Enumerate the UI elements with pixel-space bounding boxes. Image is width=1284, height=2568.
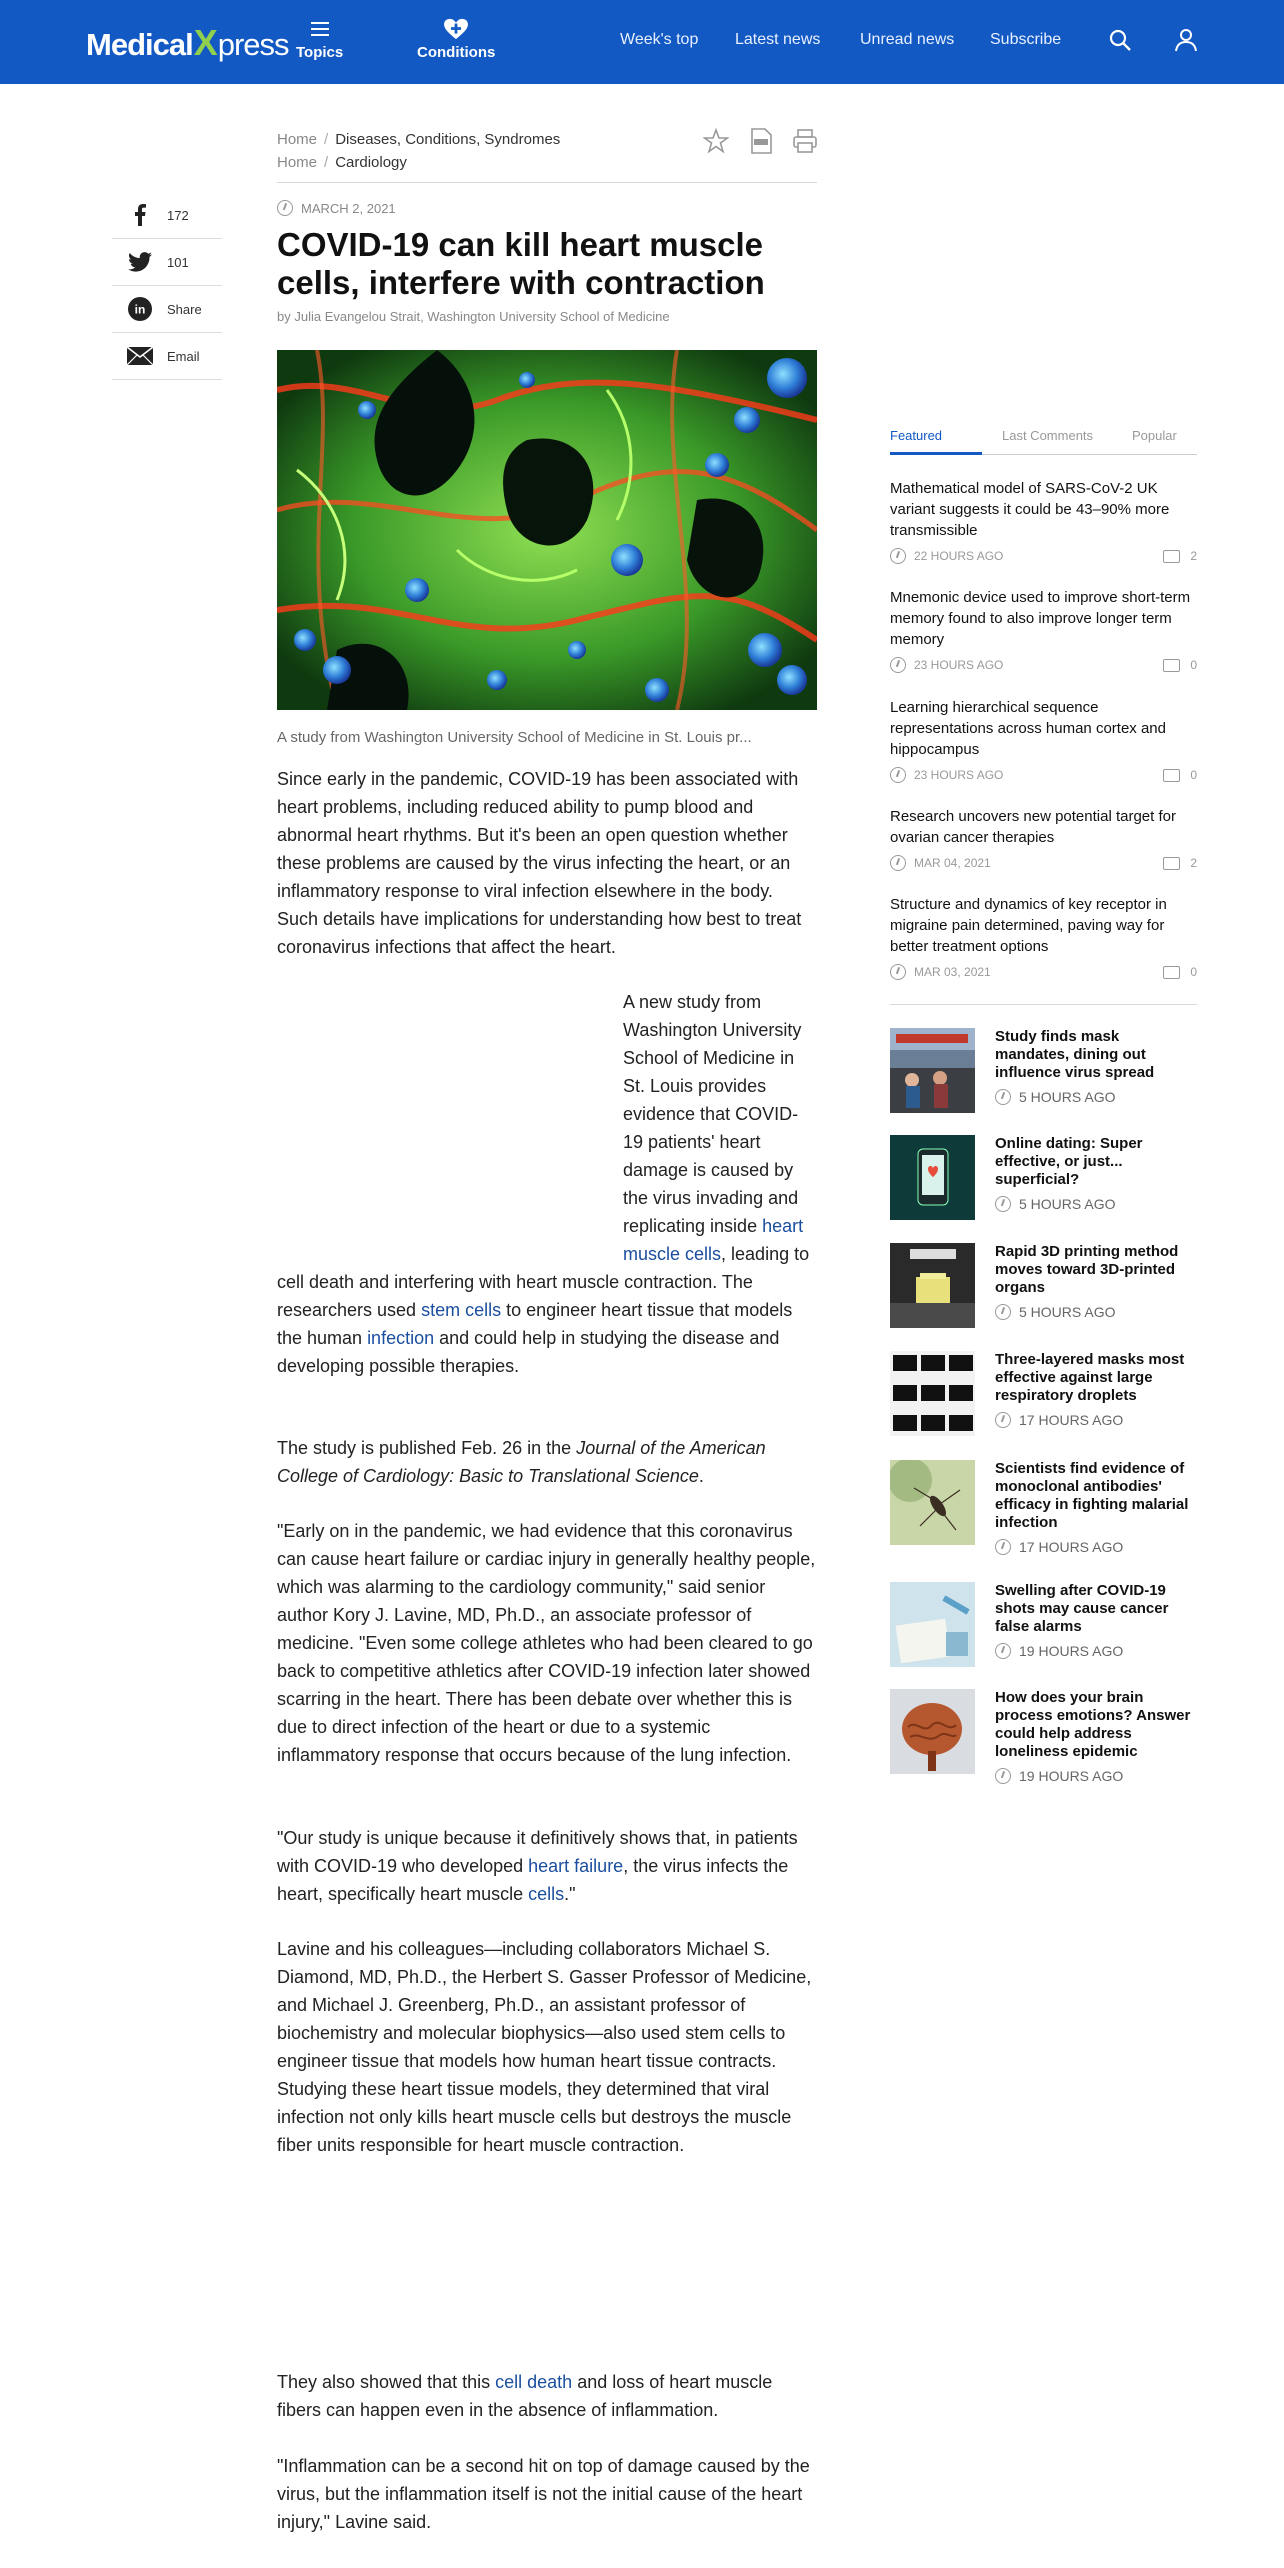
nav-latest-news[interactable]: Latest news: [735, 31, 821, 48]
topics-button[interactable]: [296, 18, 343, 61]
story-item[interactable]: How does your brain process emotions? Answer could help address loneliness epidemic 19 HOURS AGO: [890, 1689, 1197, 1775]
story-title[interactable]: Scientists find evidence of monoclonal antibodies' efficacy in fighting malarial infection: [995, 1460, 1189, 1531]
nav-subscribe[interactable]: Subscribe: [990, 31, 1062, 48]
featured-item[interactable]: Structure and dynamics of key receptor in migraine pain determined, paving way for better treatment options MAR 03, 2021 0: [890, 896, 1197, 979]
comment-icon: [1163, 966, 1180, 979]
story-title[interactable]: Swelling after COVID-19 shots may cause cancer false alarms: [995, 1582, 1169, 1635]
link-stem-cells[interactable]: stem cells: [421, 1300, 502, 1320]
story-title[interactable]: Study finds mask mandates, dining out influence virus spread: [995, 1028, 1155, 1081]
divider: [890, 1004, 1197, 1005]
article-byline: by Julia Evangelou Strait, Washington University School of Medicine: [277, 309, 670, 324]
clock-icon: [995, 1304, 1011, 1320]
featured-title[interactable]: Research uncovers new potential target for ovarian cancer therapies: [890, 808, 1176, 846]
clock-icon: [995, 1768, 1011, 1784]
active-tab-indicator: [890, 452, 982, 455]
heart-plus-icon: [442, 18, 470, 40]
linkedin-share[interactable]: [112, 286, 222, 333]
article-title: COVID-19 can kill heart muscle cells, interfere with contraction: [277, 226, 765, 301]
article-paragraph: They also showed that this cell death and loss of heart muscle fibers can happen even in the absence of inflammation.: [277, 2372, 773, 2420]
linkedin-icon: [128, 297, 152, 321]
story-item[interactable]: Scientists find evidence of monoclonal antibodies' efficacy in fighting malarial infection 17 HOURS AGO: [890, 1460, 1197, 1546]
comment-icon: [1163, 550, 1180, 563]
article-image[interactable]: [277, 350, 817, 710]
comment-icon: [1163, 659, 1180, 672]
sidebar-tabs: [890, 420, 1197, 455]
clock-icon: [995, 1539, 1011, 1555]
linkedin-label: Share: [167, 301, 202, 317]
svg-text:in: in: [134, 302, 145, 317]
featured-title[interactable]: Structure and dynamics of key receptor in migraine pain determined, paving way for better treatment options: [890, 896, 1167, 955]
story-thumbnail[interactable]: [890, 1582, 975, 1667]
heart-cells-microscopy-image: [277, 350, 817, 710]
story-item[interactable]: Rapid 3D printing method moves toward 3D-printed organs 5 HOURS AGO: [890, 1243, 1197, 1329]
featured-title[interactable]: Mnemonic device used to improve short-term memory found to also improve longer term memory: [890, 589, 1191, 648]
clock-icon: [890, 657, 906, 673]
story-thumbnail[interactable]: [890, 1689, 975, 1774]
article-paragraph: A new study from Washington University School of Medicine in St. Louis provides evidence that COVID-19 patients' heart damage is caused by the virus invading and replicating inside heart muscle cells, leading to cell death and interfering with heart muscle contraction. The researchers used stem cells to engineer heart tissue that models the human infection and could help in studying the disease and developing possible therapies.: [277, 988, 817, 1380]
featured-item[interactable]: Research uncovers new potential target for ovarian cancer therapies MAR 04, 2021 2: [890, 808, 1197, 870]
conditions-label: Conditions: [417, 44, 496, 61]
story-title[interactable]: Rapid 3D printing method moves toward 3D-printed organs: [995, 1243, 1179, 1296]
clock-icon: [995, 1643, 1011, 1659]
tab-last-comments[interactable]: Last Comments: [1002, 428, 1094, 443]
share-bar: [112, 192, 222, 380]
featured-item[interactable]: Mathematical model of SARS-CoV-2 UK variant suggests it could be 43–90% more transmissible 22 HOURS AGO 2: [890, 480, 1197, 563]
story-thumbnail[interactable]: [890, 1243, 975, 1328]
article-paragraph: "Inflammation can be a second hit on top of damage caused by the virus, but the inflammation itself is not the initial cause of the heart injury," Lavine said.: [277, 2456, 810, 2532]
clock-icon: [890, 964, 906, 980]
topics-label: Topics: [296, 44, 344, 61]
site-header: [0, 0, 1284, 84]
twitter-icon: [128, 252, 152, 272]
email-icon: [127, 347, 153, 365]
breadcrumb-category[interactable]: Cardiology: [335, 154, 407, 171]
breadcrumb-home[interactable]: Home: [277, 154, 318, 171]
image-caption: A study from Washington University School of Medicine in St. Louis pr...: [277, 729, 752, 746]
breadcrumb: Home / Diseases, Conditions, Syndromes Home / Cardiology: [277, 131, 561, 171]
site-logo[interactable]: MedicalXpress: [86, 22, 289, 63]
tab-featured[interactable]: Featured: [890, 428, 943, 443]
link-cell-death[interactable]: cell death: [495, 2372, 573, 2392]
story-thumbnail[interactable]: [890, 1135, 975, 1220]
breadcrumb-category[interactable]: Diseases, Conditions, Syndromes: [335, 131, 561, 148]
article-paragraph: "Our study is unique because it definitively shows that, in patients with COVID-19 who developed heart failure, the virus infects the heart, specifically heart muscle cells.": [277, 1828, 798, 1904]
featured-title[interactable]: Mathematical model of SARS-CoV-2 UK variant suggests it could be 43–90% more transmissible: [890, 480, 1170, 539]
divider: [277, 182, 817, 183]
bookmark-star-icon[interactable]: [703, 128, 729, 154]
breadcrumb-home[interactable]: Home: [277, 131, 318, 148]
story-title[interactable]: Three-layered masks most effective against large respiratory droplets: [995, 1351, 1185, 1404]
article-paragraph: Lavine and his colleagues—including collaborators Michael S. Diamond, MD, Ph.D., the Herbert S. Gasser Professor of Medicine, and Michael J. Greenberg, Ph.D., an assistant professor of biochemistry and molecular biophysics—also used stem cells to engineer tissue that models how human heart tissue contracts. Studying these heart tissue models, they determined that viral infection not only kills heart muscle cells but destroys the muscle fiber units responsible for heart muscle contraction.: [277, 1939, 812, 2155]
print-icon[interactable]: [792, 128, 818, 154]
story-title[interactable]: How does your brain process emotions? Answer could help address loneliness epidemic: [995, 1689, 1191, 1760]
journal-name: Journal of the American College of Cardiology: Basic to Translational Science: [277, 1438, 766, 1486]
clock-icon: [995, 1196, 1011, 1212]
comment-icon: [1163, 769, 1180, 782]
pdf-icon[interactable]: [750, 128, 772, 154]
nav-unread-news[interactable]: Unread news: [860, 31, 955, 48]
featured-item[interactable]: Learning hierarchical sequence representations across human cortex and hippocampus 23 HOURS AGO 0: [890, 699, 1197, 782]
conditions-button[interactable]: [417, 18, 495, 61]
comment-icon: [1163, 857, 1180, 870]
clock-icon: [277, 200, 293, 216]
story-thumbnail[interactable]: [890, 1028, 975, 1113]
menu-icon: [309, 18, 331, 40]
story-thumbnail[interactable]: [890, 1351, 975, 1436]
link-cells[interactable]: cells: [528, 1884, 565, 1904]
story-item[interactable]: Swelling after COVID-19 shots may cause cancer false alarms 19 HOURS AGO: [890, 1582, 1197, 1668]
story-thumbnail[interactable]: [890, 1460, 975, 1545]
article-paragraph: Since early in the pandemic, COVID-19 has been associated with heart problems, including reduced ability to pump blood and abnormal heart rhythms. But it's been an open question whether these problems are caused by the virus infecting the heart, or an inflammatory response to viral infection elsewhere in the body. Such details have implications for understanding how best to treat coronavirus infections that affect the heart.: [277, 769, 802, 957]
twitter-count: 101: [167, 254, 189, 270]
story-item[interactable]: Online dating: Super effective, or just... superficial? 5 HOURS AGO: [890, 1135, 1197, 1221]
clock-icon: [995, 1412, 1011, 1428]
email-label: Email: [167, 348, 200, 364]
user-icon[interactable]: [1174, 28, 1198, 52]
tab-popular[interactable]: Popular: [1132, 428, 1177, 443]
nav-weeks-top[interactable]: Week's top: [620, 31, 699, 48]
link-heart-muscle-cells[interactable]: heart muscle cells: [623, 1216, 804, 1264]
story-title[interactable]: Online dating: Super effective, or just... superficial?: [995, 1135, 1143, 1188]
link-infection[interactable]: infection: [367, 1328, 435, 1348]
clock-icon: [890, 548, 906, 564]
clock-icon: [890, 855, 906, 871]
search-icon[interactable]: [1108, 28, 1132, 52]
clock-icon: [995, 1089, 1011, 1105]
featured-title[interactable]: Learning hierarchical sequence representations across human cortex and hippocampus: [890, 699, 1166, 758]
ad-slot: [277, 988, 623, 1268]
article-paragraph: The study is published Feb. 26 in the Journal of the American College of Cardiology: Basic to Translational Science.: [277, 1438, 766, 1486]
story-item[interactable]: Study finds mask mandates, dining out influence virus spread 5 HOURS AGO: [890, 1028, 1197, 1114]
story-item[interactable]: Three-layered masks most effective against large respiratory droplets 17 HOURS AGO: [890, 1351, 1197, 1437]
clock-icon: [890, 767, 906, 783]
email-share[interactable]: [112, 333, 222, 380]
link-heart-failure[interactable]: heart failure: [528, 1856, 624, 1876]
facebook-share[interactable]: [112, 192, 222, 239]
featured-item[interactable]: Mnemonic device used to improve short-term memory found to also improve longer term memory 23 HOURS AGO 0: [890, 589, 1197, 672]
facebook-icon: [134, 204, 146, 226]
twitter-share[interactable]: [112, 239, 222, 286]
facebook-count: 172: [167, 207, 189, 223]
article-date: MARCH 2, 2021: [277, 200, 396, 216]
article-paragraph: "Early on in the pandemic, we had evidence that this coronavirus can cause heart failure or cardiac injury in generally healthy people, which was alarming to the cardiology community," said senior author Kory J. Lavine, MD, Ph.D., an associate professor of medicine. "Even some college athletes who had been cleared to go back to competitive athletics after COVID-19 infection later showed scarring in the heart. There has been debate over whether this is due to direct infection of the heart or due to a systemic inflammatory response that occurs because of the lung infection.: [277, 1521, 816, 1765]
